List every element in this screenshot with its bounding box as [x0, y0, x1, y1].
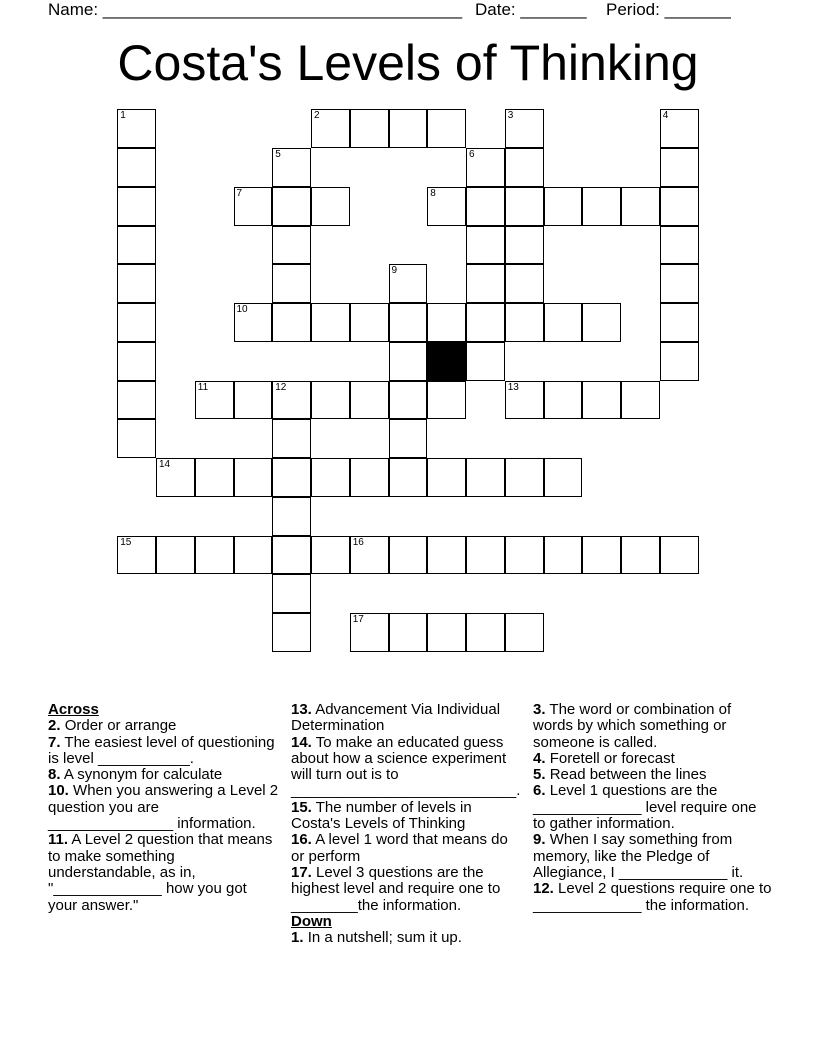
crossword-cell[interactable] — [272, 419, 311, 458]
clue-number: 17. — [291, 863, 312, 881]
crossword-cell[interactable] — [272, 303, 311, 342]
crossword-cell[interactable] — [660, 109, 699, 148]
crossword-cell[interactable] — [582, 187, 621, 226]
clue-number-label: 9 — [391, 265, 398, 277]
crossword-cell[interactable] — [505, 226, 544, 265]
crossword-cell[interactable] — [272, 187, 311, 226]
clue-text: Level 3 questions are the highest level and require one to ________the information. — [291, 863, 501, 914]
crossword-cell[interactable] — [234, 187, 273, 226]
clue-number: 14. — [291, 733, 312, 751]
clue-number-label: 8 — [430, 187, 436, 199]
crossword-cell[interactable] — [350, 458, 389, 497]
crossword-cell[interactable] — [544, 303, 583, 342]
crossword-cell[interactable] — [505, 381, 544, 420]
crossword-cell[interactable] — [195, 458, 234, 497]
across-clue — [291, 865, 525, 914]
crossword-cell[interactable] — [466, 458, 505, 497]
clue-text: Advancement Via Individual Determination — [291, 701, 501, 735]
clue-number-label: 1 — [120, 110, 126, 122]
crossword-cell[interactable] — [117, 148, 156, 187]
crossword-cell[interactable] — [350, 613, 389, 652]
crossword-cell[interactable] — [311, 303, 350, 342]
crossword-cell[interactable] — [582, 303, 621, 342]
crossword-cell[interactable] — [311, 536, 350, 575]
clue-text: The word or combination of words by which something or someone is called. — [533, 701, 732, 751]
crossword-cell[interactable] — [234, 303, 273, 342]
clue-text: The number of levels in Costa's Levels of Thinking — [291, 798, 472, 833]
down-heading: Down — [291, 912, 332, 930]
crossword-cell[interactable] — [466, 613, 505, 652]
crossword-cell[interactable] — [389, 109, 428, 148]
clue-number: 16. — [291, 831, 312, 849]
crossword-cell[interactable] — [544, 536, 583, 575]
crossword-cell[interactable] — [272, 226, 311, 265]
crossword-cell[interactable] — [660, 342, 699, 381]
clue-number-label: 3 — [507, 110, 514, 122]
crossword-cell[interactable] — [117, 342, 156, 381]
clue-text: Read between the lines — [549, 766, 707, 784]
clue-text: Level 1 questions are the _____________ level require one to gather information. — [533, 782, 757, 833]
crossword-cell[interactable] — [427, 613, 466, 652]
across-heading: Across — [48, 701, 99, 718]
clue-number: 12. — [533, 880, 554, 898]
crossword-cell[interactable] — [117, 187, 156, 226]
clue-number-label: 7 — [236, 187, 243, 199]
crossword-cell[interactable] — [272, 264, 311, 303]
crossword-cell[interactable] — [311, 109, 350, 148]
clue-number: 4. — [533, 749, 546, 767]
clue-number: 1. — [291, 929, 304, 947]
clue-number-label: 17 — [352, 614, 364, 625]
clue-text: In a nutshell; sum it up. — [307, 929, 462, 947]
crossword-cell[interactable] — [466, 264, 505, 303]
clue-number: 13. — [291, 701, 312, 718]
crossword-cell[interactable] — [272, 458, 311, 497]
crossword-cell[interactable] — [389, 458, 428, 497]
crossword-cell[interactable] — [272, 536, 311, 575]
crossword-cell[interactable] — [389, 381, 428, 420]
crossword-cell[interactable] — [311, 381, 350, 420]
page-title: Costa's Levels of Thinking — [117, 35, 699, 91]
crossword-cell[interactable] — [427, 303, 466, 342]
crossword-cell[interactable] — [389, 342, 428, 381]
crossword-cell[interactable] — [660, 148, 699, 187]
crossword-cell[interactable] — [272, 497, 311, 536]
crossword-cell[interactable] — [350, 303, 389, 342]
crossword-cell[interactable] — [505, 148, 544, 187]
crossword-cell[interactable] — [427, 187, 466, 226]
across-clue — [48, 783, 280, 832]
crossword-cell[interactable] — [660, 536, 699, 575]
crossword-cell[interactable] — [427, 458, 466, 497]
clue-column-2 — [291, 702, 525, 946]
clue-number-label: 11 — [197, 381, 209, 393]
across-clue — [48, 832, 280, 913]
period-field-label[interactable]: Period: _______ — [606, 0, 731, 19]
clue-text: Order or arrange — [64, 717, 177, 735]
date-field-label[interactable]: Date: _______ — [475, 0, 587, 19]
crossword-cell[interactable] — [466, 226, 505, 265]
clue-number: 10. — [48, 782, 69, 800]
clue-column-3 — [533, 702, 773, 914]
crossword-cell[interactable] — [350, 109, 389, 148]
crossword-cell[interactable] — [117, 419, 156, 458]
clue-text: Level 2 questions require one to _____________ the information. — [533, 880, 772, 914]
clue-text: When you answering a Level 2 question you are _______________ information. — [48, 782, 279, 833]
crossword-cell[interactable] — [234, 381, 273, 420]
clue-number-label: 16 — [352, 536, 364, 548]
crossword-cell[interactable] — [350, 536, 389, 575]
clue-number-label: 10 — [236, 304, 248, 315]
crossword-cell[interactable] — [427, 109, 466, 148]
crossword-cell[interactable] — [505, 187, 544, 226]
crossword-cell[interactable] — [117, 303, 156, 342]
crossword-cell[interactable] — [389, 264, 428, 303]
crossword-cell[interactable] — [660, 226, 699, 265]
crossword-cell[interactable] — [466, 303, 505, 342]
clue-text: A level 1 word that means do or perform — [291, 831, 508, 865]
crossword-cell[interactable] — [621, 536, 660, 575]
crossword-cell[interactable] — [311, 187, 350, 226]
crossword-cell[interactable] — [544, 381, 583, 420]
clue-number-label: 4 — [662, 110, 669, 122]
clue-number-label: 15 — [120, 536, 132, 548]
crossword-cell[interactable] — [117, 381, 156, 420]
across-clue — [48, 718, 280, 734]
clue-number-label: 12 — [275, 381, 287, 393]
crossword-cell[interactable] — [272, 574, 311, 613]
crossword-cell[interactable] — [389, 303, 428, 342]
crossword-cell[interactable] — [195, 381, 234, 420]
clue-number-label: 13 — [507, 381, 519, 393]
clue-text: A Level 2 question that means to make something understandable, as in, "_____________ how you got your answer." — [48, 831, 273, 914]
crossword-cell[interactable] — [350, 381, 389, 420]
crossword-cell[interactable] — [427, 536, 466, 575]
down-clue — [533, 751, 773, 767]
name-field-label[interactable]: Name: ______________________________________ — [48, 0, 463, 19]
crossword-cell[interactable] — [660, 303, 699, 342]
down-clue — [291, 930, 525, 946]
clue-text: Foretell or forecast — [549, 749, 675, 767]
clue-number: 7. — [48, 733, 61, 751]
crossword-cell[interactable] — [544, 187, 583, 226]
clue-text: When I say something from memory, like the Pledge of Allegiance, I _____________ it. — [533, 831, 744, 881]
clue-number-label: 6 — [469, 149, 475, 160]
crossword-cell[interactable] — [505, 613, 544, 652]
crossword-cell[interactable] — [466, 148, 505, 187]
crossword-cell[interactable] — [272, 381, 311, 420]
crossword-cell[interactable] — [621, 187, 660, 226]
clue-text: To make an educated guess about how a science experiment will turn out is to ___________________________. — [291, 733, 521, 800]
crossword-cell[interactable] — [156, 458, 195, 497]
clue-text: A synonym for calculate — [63, 766, 223, 784]
crossword-cell[interactable] — [544, 458, 583, 497]
crossword-cell[interactable] — [117, 109, 156, 148]
crossword-cell[interactable] — [660, 187, 699, 226]
crossword-cell[interactable] — [427, 381, 466, 420]
across-clue — [291, 800, 525, 833]
crossword-cell[interactable] — [311, 458, 350, 497]
across-clue — [291, 832, 525, 865]
crossword-cell[interactable] — [505, 264, 544, 303]
crossword-cell[interactable] — [272, 148, 311, 187]
across-clue — [291, 702, 525, 735]
crossword-cell[interactable] — [505, 458, 544, 497]
crossword-cell[interactable] — [117, 226, 156, 265]
clue-number: 8. — [48, 766, 61, 784]
crossword-cell[interactable] — [621, 381, 660, 420]
clue-number: 5. — [533, 766, 546, 784]
crossword-cell[interactable] — [234, 458, 273, 497]
crossword-cell[interactable] — [660, 264, 699, 303]
crossword-cell[interactable] — [195, 536, 234, 575]
crossword-cell[interactable] — [582, 381, 621, 420]
across-clue — [48, 735, 280, 768]
crossword-cell[interactable] — [505, 536, 544, 575]
crossword-cell[interactable] — [582, 536, 621, 575]
clue-column-1 — [48, 702, 280, 914]
clue-number-label: 5 — [275, 149, 281, 160]
down-clue — [533, 783, 773, 832]
crossword-cell[interactable] — [117, 536, 156, 575]
crossword-cell[interactable] — [505, 303, 544, 342]
clue-text: The easiest level of questioning is level ___________. — [48, 733, 275, 767]
clue-number-label: 14 — [159, 459, 171, 470]
crossword-cell[interactable] — [117, 264, 156, 303]
crossword-cell[interactable] — [234, 536, 273, 575]
clue-number-label: 2 — [314, 110, 320, 122]
down-clue — [533, 767, 773, 783]
down-clue — [533, 832, 773, 881]
down-clue — [533, 881, 773, 914]
crossword-cell[interactable] — [389, 613, 428, 652]
crossword-cell[interactable] — [389, 419, 428, 458]
clue-number: 15. — [291, 798, 312, 816]
crossword-cell[interactable] — [389, 536, 428, 575]
across-clue — [291, 735, 525, 800]
crossword-cell[interactable] — [505, 109, 544, 148]
crossword-cell[interactable] — [156, 536, 195, 575]
black-square — [427, 342, 466, 381]
down-clue — [533, 702, 773, 751]
clue-number: 3. — [533, 701, 546, 718]
crossword-cell[interactable] — [272, 613, 311, 652]
crossword-cell[interactable] — [466, 342, 505, 381]
clue-number: 9. — [533, 831, 546, 849]
crossword-cell[interactable] — [466, 536, 505, 575]
clue-number: 6. — [533, 782, 546, 800]
crossword-cell[interactable] — [466, 187, 505, 226]
across-clue — [48, 767, 280, 783]
clue-number: 11. — [48, 831, 69, 849]
clue-number: 2. — [48, 717, 61, 735]
